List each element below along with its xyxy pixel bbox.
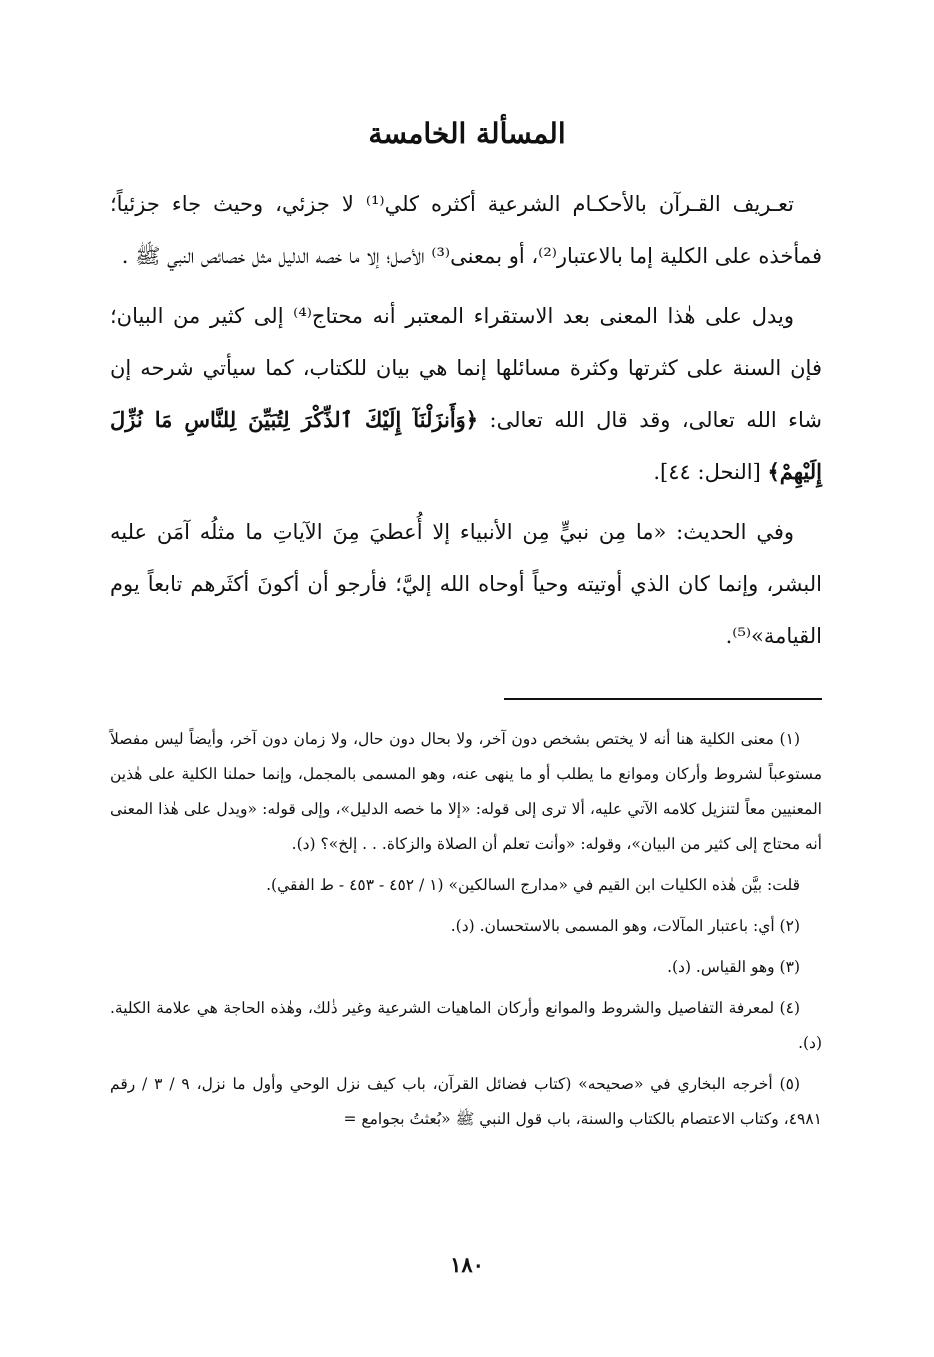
- main-text: [110, 178, 822, 670]
- paragraph-2-text: ويدل على هٰذا المعنى بعد الاستقراء المعتبر أنه محتاج⁽⁴⁾ إلى كثير من البيان؛ فإن السنة على كثرتها وكثرة مسائلها إنما هي بيان للكتاب، كما سيأتي شرحه إن شاء الله تعالى، وقد قال الله تعالى:: [110, 304, 822, 432]
- footnote-1-note: قلت: بيَّن هٰذه الكليات ابن القيم في «مدارج السالكين» (١ / ٤٥٢ - ٤٥٣ - ط الفقي).: [266, 876, 800, 894]
- footnote-4: (٤) لمعرفة التفاصيل والشروط والموانع وأركان الماهيات الشرعية وغير ذٰلك، وهٰذه الحاجة هي علامة الكلية. (د).: [110, 999, 822, 1052]
- footnote-2: (٢) أي: باعتبار المآلات، وهو المسمى بالاستحسان. (د).: [450, 917, 800, 935]
- footnote-separator: [504, 698, 822, 700]
- footnote-3: (٣) وهو القياس. (د).: [667, 958, 800, 976]
- page-number: ١٨٠: [450, 1252, 484, 1277]
- quran-verse: ﴿وَأَنزَلْنَآ إِلَيْكَ ٱلذِّكْرَ لِتُبَيِّنَ لِلنَّاسِ مَا نُزِّلَ إِلَيْهِمْ﴾: [110, 407, 822, 484]
- footnote-1: (١) معنى الكلية هنا أنه لا يختص بشخص دون آخر، ولا بحال دون حال، ولا زمان دون آخر، وأيضاً ليس مفصلاً مستوعباً لشروط وأركان وموانع ما يطلب أو ما ينهى عنه، وهو المسمى بالمجمل، وإنما حملنا الكلية على هٰذين المعنيين معاً لتنزيل كلامه الآتي عليه، ألا ترى إلى قوله: «إلا ما خصه الدليل»، وإلى قوله: «ويدل على هٰذا المعنى أنه محتاج إلى كثير من البيان»، وقوله: «وأنت تعلم أن الصلاة والزكاة. . . إلخ»؟ (د).: [110, 730, 822, 853]
- paragraph-2: [110, 290, 822, 498]
- footnotes: [110, 722, 822, 1143]
- paragraph-1: تعـريف القـرآن بالأحكـام الشرعية أكثره كلي⁽¹⁾ لا جزئي، وحيث جاء جزئياً؛ فمأخذه على الكلية إما بالاعتبار⁽²⁾، أو بمعنى⁽³⁾ الأصل؛ إلا ما خصه الدليل مثل خصائص النبي ﷺ .: [110, 192, 822, 268]
- paragraph-3: وفي الحديث: «ما مِن نبيٍّ مِن الأنبياء إلا أُعطيَ مِنَ الآياتِ ما مثلُه آمَن عليه البشر، وإنما كان الذي أوتيته وحياً أوحاه الله إليَّ؛ فأرجو أن أكونَ أكثَرهم تابعاً يوم القيامة»⁽⁵⁾.: [110, 520, 822, 648]
- footnote-5: (٥) أخرجه البخاري في «صحيحه» (كتاب فضائل القرآن، باب كيف نزل الوحي وأول ما نزل، ٩ / ٣ / رقم ٤٩٨١، وكتاب الاعتصام بالكتاب والسنة، باب قول النبي ﷺ «بُعثتُ بجوامع =: [110, 1075, 822, 1128]
- page-title: المسألة الخامسة: [368, 117, 566, 150]
- verse-citation: [النحل: ٤٤].: [653, 460, 768, 484]
